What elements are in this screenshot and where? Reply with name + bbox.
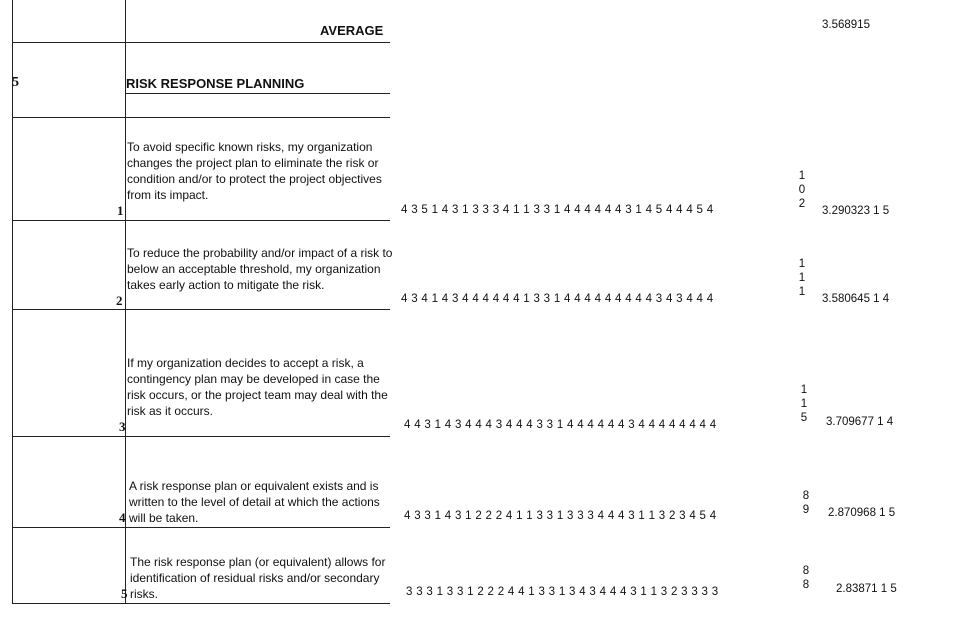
question-mean-1: 3.290323 1 5	[822, 205, 890, 217]
question-responses-3: 4 4 3 1 4 3 4 4 4 3 4 4 4 3 3 1 4 4 4 4 4 4 3 4 4 4 4 4 4 4 4	[404, 419, 717, 431]
question-responses-4: 4 3 3 1 4 3 1 2 2 2 4 1 1 3 3 1 3 3 3 4 4 4 3 1 1 3 2 3 4 5 4	[404, 510, 717, 522]
question-text-3: If my organization decides to accept a risk, a contingency plan may be developed in case the risk occurs, or the project team may deal with the risk as it occurs.	[127, 356, 388, 418]
question-count-stack-5: 8 8	[802, 565, 810, 591]
question-responses-5: 3 3 3 1 3 3 1 2 2 2 4 4 1 3 3 1 3 4 3 4 4 4 3 1 1 3 2 3 3 3 3	[406, 586, 719, 598]
question-count-stack-4: 8 9	[802, 490, 810, 516]
question-text-4: A risk response plan or equivalent exists and is written to the level of detail at which the actions will be taken.	[129, 479, 380, 525]
question-text-2: To reduce the probability and/or impact of a risk to below an acceptable threshold, my organization takes early action to mitigate the risk.	[127, 246, 393, 292]
row-divider	[12, 117, 390, 118]
question-count-stack-1: 1 0 2	[798, 170, 806, 210]
question-number-1: 1	[117, 203, 124, 218]
question-mean-3: 3.709677 1 4	[826, 416, 894, 428]
row-divider	[125, 93, 390, 94]
question-responses-2: 4 3 4 1 4 3 4 4 4 4 4 4 1 3 3 1 4 4 4 4 4 4 4 4 4 3 4 3 4 4 4	[401, 293, 714, 305]
question-mean-4: 2.870968 1 5	[828, 507, 896, 519]
question-number-4: 4	[119, 510, 126, 525]
section-title: RISK RESPONSE PLANNING	[126, 76, 305, 91]
average-label: AVERAGE	[320, 23, 384, 38]
row-divider	[12, 436, 390, 437]
section-number: 5	[12, 75, 19, 90]
question-number-5: 5	[121, 586, 128, 601]
question-mean-5: 2.83871 1 5	[836, 583, 897, 595]
row-divider	[12, 603, 390, 604]
question-count-stack-3: 1 1 5	[800, 384, 808, 424]
row-divider	[12, 220, 390, 221]
row-divider	[12, 42, 390, 43]
question-responses-1: 4 3 5 1 4 3 1 3 3 3 4 1 1 3 3 1 4 4 4 4 4 4 3 1 4 5 4 4 4 5 4	[401, 204, 714, 216]
row-divider	[12, 527, 390, 528]
question-count-stack-2: 1 1 1	[798, 258, 806, 298]
question-text-5: The risk response plan (or equivalent) allows for identification of residual risks and/or secondary risks.	[130, 555, 386, 601]
row-divider	[12, 309, 390, 310]
question-number-3: 3	[119, 419, 126, 434]
average-value: 3.568915	[822, 19, 870, 31]
question-number-2: 2	[116, 293, 123, 308]
question-text-1: To avoid specific known risks, my organization changes the project plan to eliminate the risk or condition and/or to protect the project objectives from its impact.	[127, 140, 382, 202]
question-mean-2: 3.580645 1 4	[822, 293, 890, 305]
